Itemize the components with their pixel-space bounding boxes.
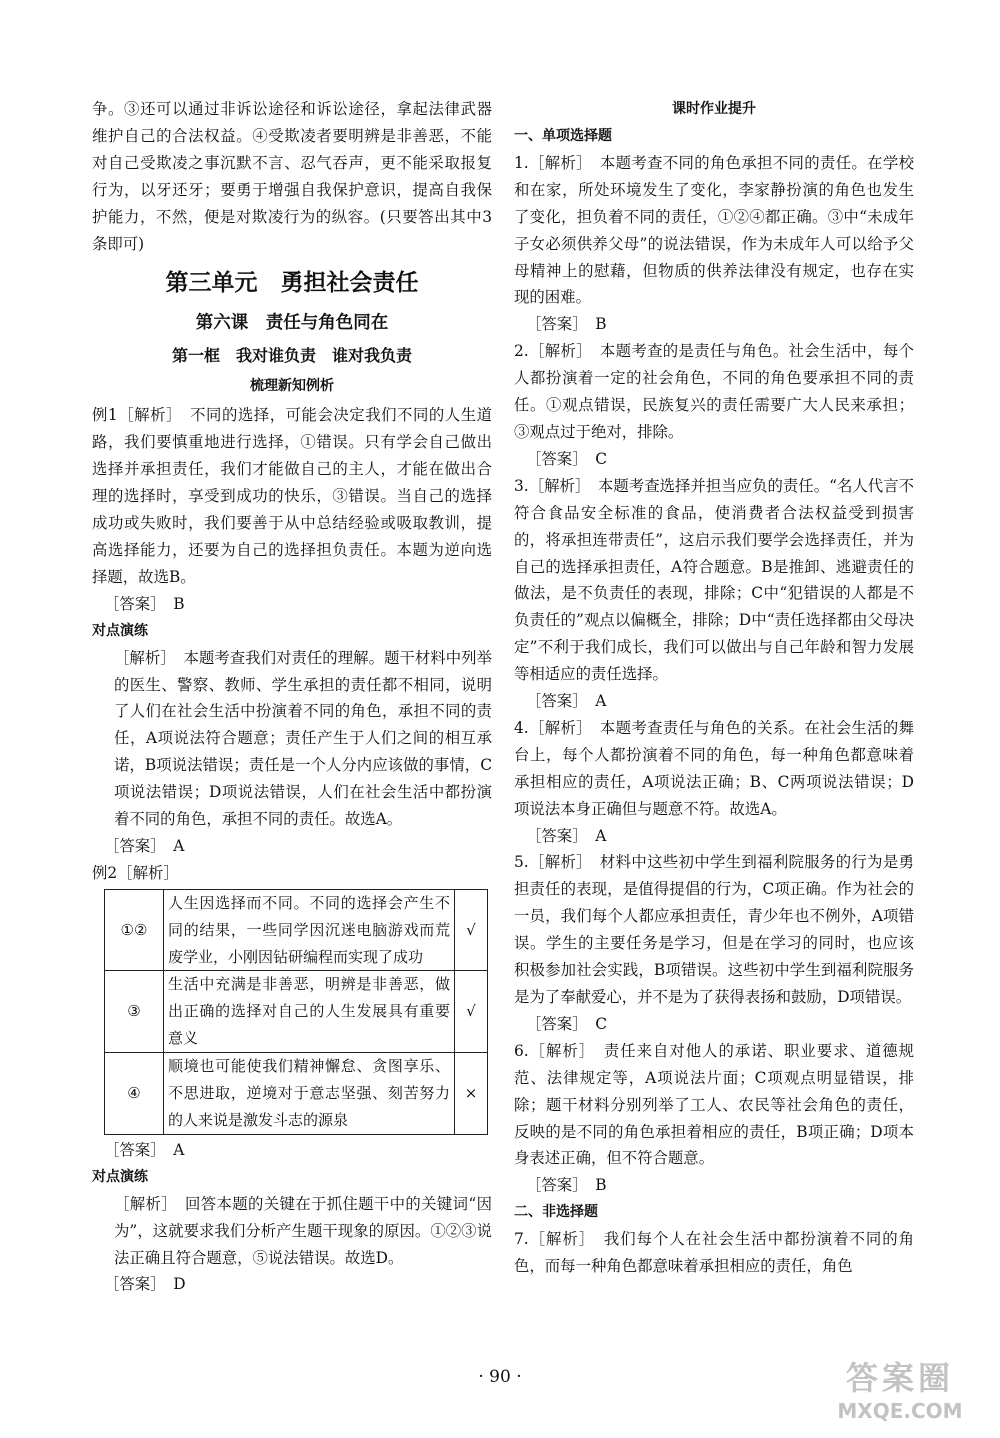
question-2-answer: ［答案］ C <box>526 449 608 468</box>
lesson-title: 第六课 责任与角色同在 <box>195 313 389 334</box>
question-4-analysis: 4.［解析］ 本题考查责任与角色的关系。在社会生活的舞台上，每个人都扮演着不同的角色，每一种角色都意味着承担相应的责任，A项说法正确；B、C两项说法错误；D项说法本身正确但与题意不符。故选A。 <box>514 718 914 818</box>
continuation-paragraph: 争。③还可以通过非诉讼途径和诉讼途径，拿起法律武器维护自己的合法权益。④受欺凌者要明辨是非善恶，不能对自己受欺凌之事沉默不言、忍气吞声，更不能采取报复行为，以牙还牙；要勇于增强自我保护意识，提高自我保护能力，不然，便是对欺凌行为的纵容。(只要答出其中3条即可) <box>92 100 492 253</box>
option-number: ④ <box>105 1053 164 1135</box>
practice-2-answer: ［答案］ D <box>104 1275 186 1294</box>
question-3-analysis: 3.［解析］ 本题考查选择并担当应负的责任。“名人代言不符合食品安全标准的食品，使消费者合法权益受到损害的，将承担连带责任”，这启示我们要学会选择责任，并为自己的选择承担责任，A符合题意。B是推卸、逃避责任的做法，是不负责任的表现，排除；C中“犯错误的人都是不负责任的”观点以偏概全，排除；D中“责任选择都由父母决定”不利于我们成长，我们可以做出与自己年龄和智力发展等相适应的责任选择。 <box>514 476 914 684</box>
page-number: · 90 · <box>478 1367 522 1387</box>
table-row <box>105 971 488 1053</box>
question-1-answer: ［答案］ B <box>526 315 607 334</box>
example-2-answer: ［答案］ A <box>104 1140 185 1159</box>
table-row <box>105 1053 488 1135</box>
option-analysis: 人生因选择而不同。不同的选择会产生不同的结果，一些同学因沉迷电脑游戏而荒废学业，小刚因钻研编程而实现了成功 <box>164 889 455 971</box>
practice-1-analysis: ［解析］ 本题考查我们对责任的理解。题干材料中列举的医生、警察、教师、学生承担的责任都不相同，说明了人们在社会生活中扮演着不同的角色，承担不同的责任，A项说法符合题意；责任产生于人们之间的相互承诺，B项说法错误；责任是一个人分内应该做的事情，C项说法错误；D项说法错误，人们在社会生活中都扮演着不同的角色，承担不同的责任。故选A。 <box>114 648 492 829</box>
check-mark: √ <box>455 971 488 1053</box>
right-column <box>514 96 914 1280</box>
question-6-analysis: 6.［解析］ 责任来自对他人的承诺、职业要求、道德规范、法律规定等，A项说法片面；C项观点明显错误，排除；题干材料分别列举了工人、农民等社会角色的责任，反映的是不同的角色承担着相应的责任，B项正确；D项本身表述正确，但不符合题意。 <box>514 1041 914 1168</box>
left-column <box>92 96 492 1298</box>
question-7-analysis: 7.［解析］ 我们每个人在社会生活中都扮演着不同的角色，而每一种角色都意味着承担相应的责任，角色 <box>514 1230 914 1276</box>
section-1-heading: 一、单项选择题 <box>514 128 612 144</box>
example-1-answer: ［答案］ B <box>104 594 185 613</box>
watermark-url: MXQE.COM <box>837 1399 963 1423</box>
section-title: 梳理新知例析 <box>250 378 334 395</box>
example-2-heading: 例2［解析］ <box>92 863 179 882</box>
question-5-answer: ［答案］ C <box>526 1014 608 1033</box>
question-3-answer: ［答案］ A <box>526 692 607 711</box>
frame-title: 第一框 我对谁负责 谁对我负责 <box>171 346 412 366</box>
practice-1-answer: ［答案］ A <box>104 836 185 855</box>
watermark-logo <box>810 1358 990 1432</box>
table-row <box>105 889 488 971</box>
question-4-answer: ［答案］ A <box>526 826 607 845</box>
unit-title: 第三单元 勇担社会责任 <box>165 270 419 297</box>
practice-2-analysis: ［解析］ 回答本题的关键在于抓住题干中的关键词“因为”，这就要求我们分析产生题干现象的原因。①②③说法正确且符合题意，⑤说法错误。故选D。 <box>114 1194 492 1267</box>
cross-mark: × <box>455 1053 488 1135</box>
practice-2-heading: 对点演练 <box>92 1168 148 1185</box>
question-6-answer: ［答案］ B <box>526 1176 607 1195</box>
option-number: ③ <box>105 971 164 1053</box>
question-2-analysis: 2.［解析］ 本题考查的是责任与角色。社会生活中，每个人都扮演着一定的社会角色，不同的角色要承担不同的责任。①观点错误，民族复兴的责任需要广大人民来承担；③观点过于绝对，排除。 <box>514 342 914 441</box>
check-mark: √ <box>455 889 488 971</box>
option-analysis: 顺境也可能使我们精神懈怠、贪图享乐、不思进取，逆境对于意志坚强、刻苦努力的人来说是激发斗志的源泉 <box>164 1053 455 1135</box>
practice-1-heading: 对点演练 <box>92 622 148 639</box>
section-2-heading: 二、非选择题 <box>514 1204 598 1221</box>
question-1-analysis: 1.［解析］ 本题考查不同的角色承担不同的责任。在学校和在家，所处环境发生了变化，李家静扮演的角色也发生了变化，担负着不同的责任，①②④都正确。③中“未成年子女必须供养父母”的说法错误，作为未成年人可以给予父母精神上的慰藉，但物质的供养法律没有规定，也存在实现的困难。 <box>514 153 914 307</box>
option-number: ①② <box>105 889 164 971</box>
example-1-analysis: 例1［解析］ 不同的选择，可能会决定我们不同的人生道路，我们要慎重地进行选择，①错误。只有学会自己做出选择并承担责任，我们才能做自己的主人，才能在做出合理的选择时，享受到成功的快乐，③错误。当自己的选择成功或失败时，我们要善于从中总结经验或吸取教训，提高选择能力，还要为自己的选择担负责任。本题为逆向选择题，故选B。 <box>92 406 492 586</box>
question-5-analysis: 5.［解析］ 材料中这些初中学生到福利院服务的行为是勇担责任的表现，是值得提倡的行为，C项正确。作为社会的一员，我们每个人都应承担责任，青少年也不例外，A项错误。学生的主要任务是学习，但是在学习的同时，也应该积极参加社会实践，B项错误。这些初中学生到福利院服务是为了奉献爱心，并不是为了获得表扬和鼓励，D项错误。 <box>514 853 914 1006</box>
watermark-chinese: 答案圈 <box>845 1359 954 1397</box>
homework-heading: 课时作业提升 <box>672 101 756 117</box>
option-table <box>104 889 488 1135</box>
option-analysis: 生活中充满是非善恶，明辨是非善恶，做出正确的选择对自己的人生发展具有重要意义 <box>164 971 455 1053</box>
